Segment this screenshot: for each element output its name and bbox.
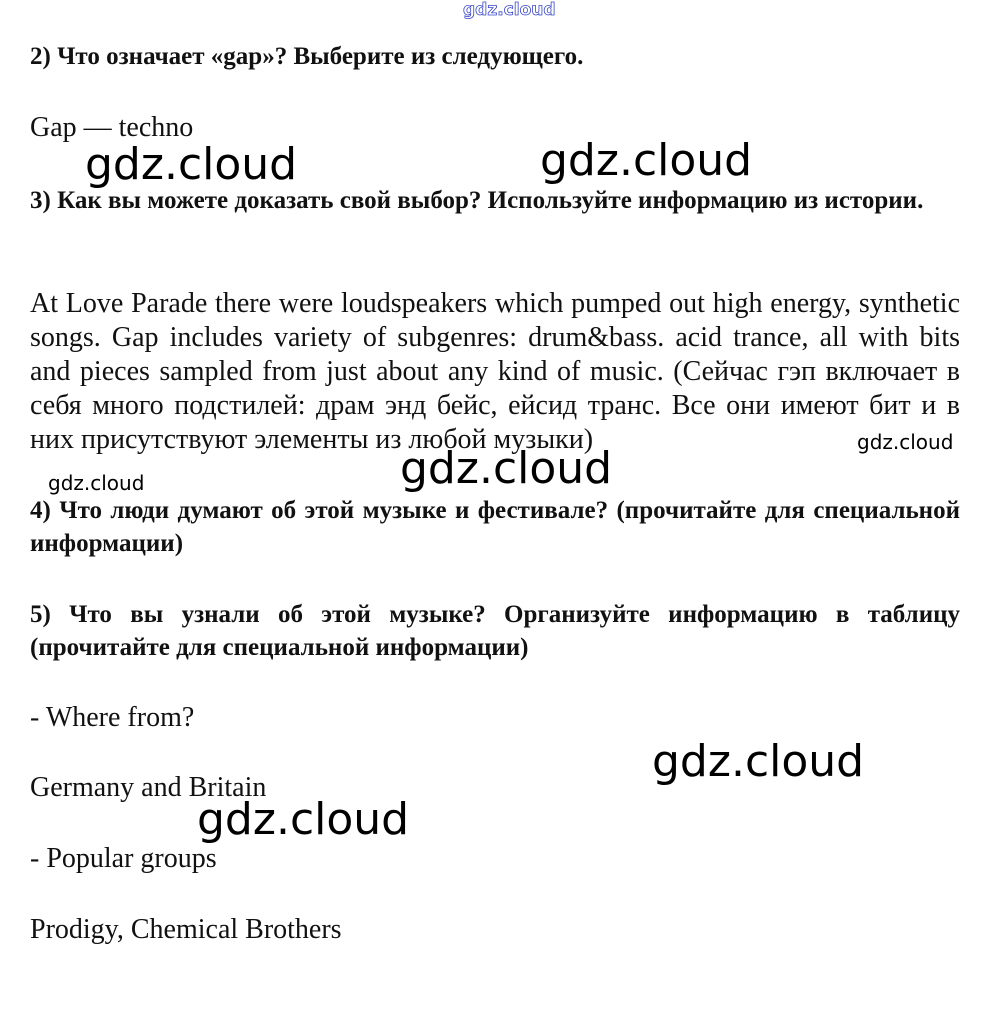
item-value-popular-groups: Prodigy, Chemical Brothers: [30, 914, 342, 945]
watermark: gdz.cloud: [400, 443, 613, 494]
watermark: gdz.cloud: [857, 430, 954, 454]
question-2: 2) Что означает «gap»? Выберите из следующего.: [30, 43, 584, 70]
watermark: gdz.cloud: [85, 139, 298, 190]
answer-2: Gap — techno: [30, 112, 194, 143]
item-label-popular-groups: - Popular groups: [30, 843, 217, 874]
watermark: gdz.cloud: [197, 794, 410, 845]
question-4: 4) Что люди думают об этой музыке и фестивале? (прочитайте для специальной информации): [30, 497, 960, 557]
watermark: gdz.cloud: [540, 135, 753, 186]
watermark: gdz.cloud: [652, 736, 865, 787]
item-value-where-from: Germany and Britain: [30, 772, 267, 803]
item-label-where-from: - Where from?: [30, 702, 195, 733]
watermark-top: gdz.cloud: [463, 0, 556, 20]
question-3: 3) Как вы можете доказать свой выбор? Используйте информацию из истории.: [30, 187, 924, 214]
watermark: gdz.cloud: [48, 471, 145, 495]
answer-3: At Love Parade there were loudspeakers which pumped out high energy, synthetic songs. Gap includes variety of subgenres: drum&bass. acid trance, all with bits and pieces sampled from just about any kind of music. (Сейчас гэп включает в себя много подстилей: драм энд бейс, ейсид транс. Все они имеют бит и в них присутствуют элементы из любой музыки): [30, 288, 960, 455]
question-5: 5) Что вы узнали об этой музыке? Организуйте информацию в таблицу (прочитайте для специальной информации): [30, 601, 960, 661]
